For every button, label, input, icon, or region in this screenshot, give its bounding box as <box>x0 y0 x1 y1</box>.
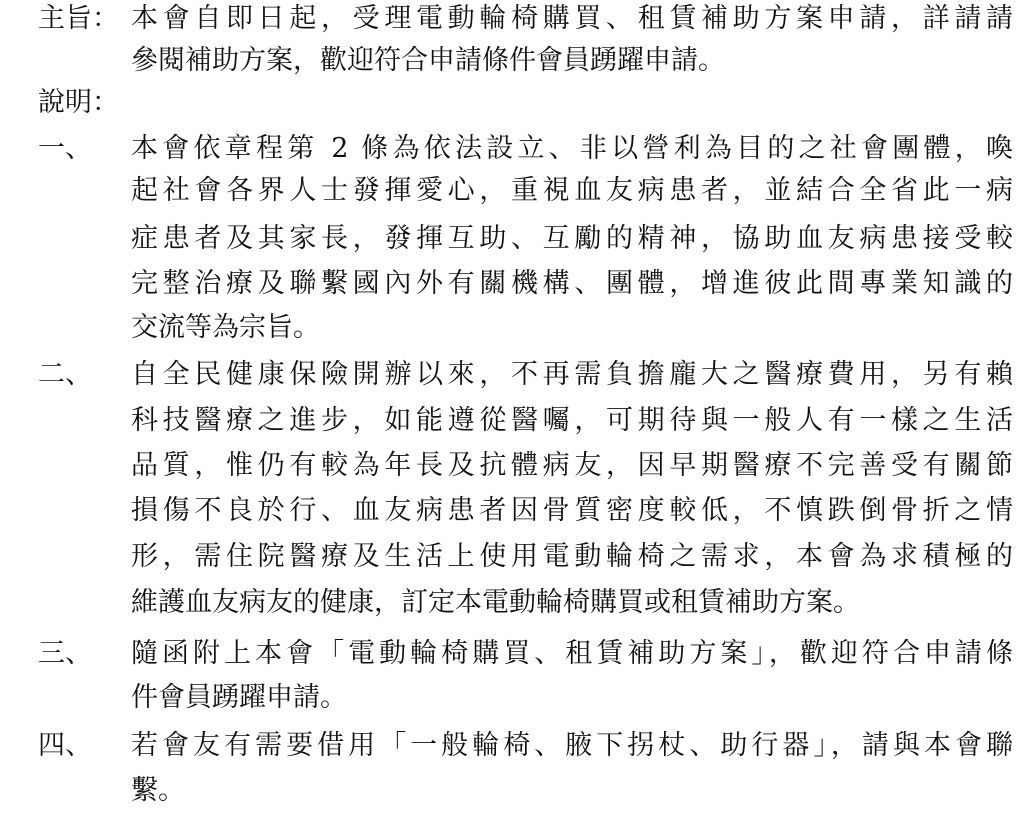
item-line: 完整治療及聯繫國內外有關機構、團體，增進彼此間專業知識的 <box>131 268 1013 299</box>
subject-label: 主旨： <box>38 3 119 34</box>
explanation-label: 說明： <box>38 87 119 118</box>
item-line: 件會員踴躍申請。 <box>131 682 347 713</box>
subject-line: 參閱補助方案，歡迎符合申請條件會員踴躍申請。 <box>131 45 725 76</box>
item-line: 本會依章程第 2 條為依法設立、非以營利為目的之社會團體，喚 <box>131 133 1013 164</box>
item-line: 隨函附上本會「電動輪椅購買、租賃補助方案」，歡迎符合申請條 <box>131 638 1013 669</box>
subject-line: 本會自即日起，受理電動輪椅購買、租賃補助方案申請，詳請請 <box>131 3 1013 34</box>
item-line: 起社會各界人士發揮愛心，重視血友病患者，並結合全省此一病 <box>131 175 1013 206</box>
item-line: 繫。 <box>131 775 185 806</box>
item-line: 損傷不良於行、血友病患者因骨質密度較低，不慎跌倒骨折之情 <box>131 495 1013 526</box>
item-line: 自全民健康保險開辦以來，不再需負擔龐大之醫療費用，另有賴 <box>131 359 1013 390</box>
item-marker: 一、 <box>38 133 92 164</box>
item-line: 症患者及其家長，發揮互助、互勵的精神，協助血友病患接受較 <box>131 223 1013 254</box>
item-line: 交流等為宗旨。 <box>131 312 320 343</box>
item-line: 科技醫療之進步，如能遵從醫囑，可期待與一般人有一樣之生活 <box>131 405 1013 436</box>
item-marker: 三、 <box>38 638 92 669</box>
item-marker: 四、 <box>38 730 92 761</box>
item-line: 品質，惟仍有較為年長及抗體病友，因早期醫療不完善受有關節 <box>131 450 1013 481</box>
item-line: 若會友有需要借用「一般輪椅、腋下拐杖、助行器」，請與本會聯 <box>131 730 1013 761</box>
item-line: 維護血友病友的健康，訂定本電動輪椅購買或租賃補助方案。 <box>131 587 860 618</box>
item-marker: 二、 <box>38 359 92 390</box>
item-line: 形，需住院醫療及生活上使用電動輪椅之需求，本會為求積極的 <box>131 541 1013 572</box>
